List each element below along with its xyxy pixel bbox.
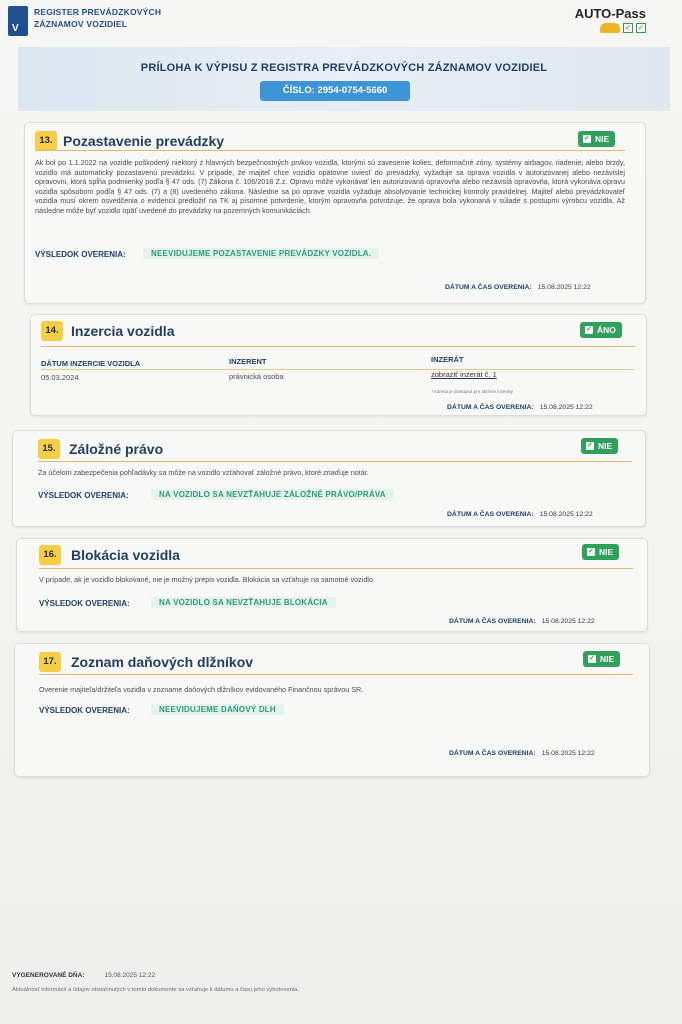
- status-badge: ✓ NIE: [578, 131, 615, 147]
- divider: [38, 461, 632, 462]
- section-title: Zoznam daňových dlžníkov: [71, 654, 254, 670]
- section-title: Záložné právo: [69, 441, 164, 457]
- check-icon: ✓: [589, 655, 595, 662]
- section-description: Overenie majiteľa/držiteľa vozidla v zozname daňových dlžníkov evidovaného Finančnou správou SR.: [39, 685, 364, 694]
- result-label: VÝSLEDOK OVERENIA:: [35, 250, 126, 259]
- check-icon: ✓: [588, 548, 594, 555]
- status-badge: ✓ NIE: [582, 544, 619, 560]
- divider: [41, 369, 635, 370]
- verification-datetime: DÁTUM A ČAS OVERENIA: 15.08.2025 12:22: [449, 618, 595, 625]
- section-15-card: [12, 430, 646, 527]
- document-number: ČÍSLO: 2954-0754-5660: [260, 81, 410, 101]
- check-icon: ✓: [584, 135, 590, 142]
- column-header-advertiser: INZERENT: [229, 357, 267, 366]
- result-value: NA VOZIDLO SA NEVZŤAHUJE BLOKÁCIA: [151, 597, 336, 608]
- result-value: NEEVIDUJEME DAŇOVÝ DLH: [151, 704, 284, 715]
- verification-datetime: DÁTUM A ČAS OVERENIA: 15.08.2025 12:22: [445, 284, 591, 291]
- section-16-card: [16, 538, 648, 632]
- section-number: 14.: [41, 321, 63, 341]
- check-icon: ✓: [586, 326, 592, 333]
- address-note: *Adresa je dostupná pre aktívne inzeráty: [432, 389, 514, 394]
- section-14-card: [30, 314, 647, 416]
- divider: [39, 674, 633, 675]
- section-description: Za účelom zabezpečenia pohľadávky sa môže na vozidlo vzťahovať záložné právo, ktoré zriaďuje notár.: [38, 468, 369, 477]
- verification-datetime: DÁTUM A ČAS OVERENIA: 15.08.2025 12:22: [447, 511, 593, 518]
- verification-datetime: DÁTUM A ČAS OVERENIA: 15.08.2025 12:22: [447, 404, 593, 411]
- checkbox-icon: ✓: [637, 23, 645, 32]
- car-icon: [600, 23, 620, 33]
- logo-line-2: ZÁZNAMOV VOZIDIEL: [34, 19, 128, 29]
- title-banner: [18, 47, 670, 111]
- listing-date: 05.03.2024: [41, 373, 79, 382]
- section-13-card: [24, 122, 646, 304]
- status-badge: ✓ ÁNO: [580, 322, 622, 338]
- register-logo-icon: [8, 6, 28, 36]
- advertiser-type: právnická osoba: [229, 372, 284, 381]
- status-badge: ✓ NIE: [581, 438, 618, 454]
- section-number: 17.: [39, 652, 61, 672]
- verification-datetime: DÁTUM A ČAS OVERENIA: 15.08.2025 12:22: [449, 750, 595, 757]
- divider: [39, 568, 633, 569]
- document-title: PRÍLOHA K VÝPISU Z REGISTRA PREVÁDZKOVÝCH ZÁZNAMOV VOZIDIEL: [140, 62, 548, 74]
- register-logo: [8, 6, 161, 36]
- divider: [35, 150, 625, 151]
- result-label: VÝSLEDOK OVERENIA:: [38, 491, 129, 500]
- result-value: NEEVIDUJEME POZASTAVENIE PREVÁDZKY VOZIDLA.: [143, 248, 379, 259]
- status-badge: ✓ NIE: [583, 651, 620, 667]
- section-17-card: [14, 643, 650, 777]
- result-label: VÝSLEDOK OVERENIA:: [39, 599, 130, 608]
- checkbox-icon: ✓: [624, 23, 632, 32]
- section-title: Blokácia vozidla: [71, 547, 180, 563]
- section-number: 16.: [39, 545, 61, 565]
- autopass-brand: AUTO-Pass: [574, 6, 646, 21]
- column-header-listing: INZERÁT: [431, 355, 464, 364]
- section-description: V prípade, ak je vozidlo blokované, nie je možný prepis vozidla. Blokácia sa vzťahuje na samotné vozidlo.: [39, 575, 375, 584]
- generated-date: VYGENEROVANÉ DŇA: 15.08.2025 12:22: [12, 972, 156, 979]
- section-description: Ak bol po 1.1.2022 na vozidle poškodený niektorý z hlavných bezpečnostných prvkov vozidla, ktorými sú zavesenie kolies, deformačné zóny, systémy airbagov, riadenie, alebo brzdy, vozidlo má automaticky pozastavenú prevádzku. V prípade, že majiteľ chce vozidlo opätovne uviesť do prevádzky, vyžaduje sa oprava vozidla v autorizovanej alebo nezávislej opravovni, ktorá spĺňa podmienky podľa § 47 ods. (7) Zákona č. 106/2018 Z.z. Opravu môže vykonávať len autorizovaná opravovňa alebo nezávislá opravovňa, ktorá vykonáva opravu vozidla spôsobom podľa § 47 ods. (7) a (8) uvedeného zákona. Následne sa po oprave vozidla vyžaduje absolvovanie technickej kontroly pravidelnej. Majiteľ alebo prevádzkovateľ vozidla musí okrem osvedčenia o evidencii predložiť na TK aj písomné potvrdenie, ktorým opravovňa potvrdzuje, že oprava bola vykonaná v súlade s postupmi výrobcu vozidla. Až následne môže byť vozidlo opäť uvedené do prevádzky na pozemných komunikáciách.: [35, 158, 625, 215]
- section-title: Pozastavenie prevádzky: [63, 133, 225, 149]
- footer-note: Aktuálnosť informácií a údajov obsiahnutých v tomto dokumente sa vzťahuje k dátumu a času jeho vyhotovenia.: [12, 987, 299, 993]
- autopass-logo: [575, 6, 646, 33]
- column-header-date: DÁTUM INZERCIE VOZIDLA: [41, 359, 141, 368]
- check-icon: ✓: [587, 442, 593, 449]
- section-number: 13.: [35, 131, 57, 151]
- result-value: NA VOZIDLO SA NEVZŤAHUJE ZÁLOŽNÉ PRÁVO/PRÁVA: [151, 489, 394, 500]
- logo-line-1: REGISTER PREVÁDZKOVÝCH: [34, 7, 162, 17]
- result-label: VÝSLEDOK OVERENIA:: [39, 706, 130, 715]
- view-listing-link[interactable]: zobraziť inzerát č. 1: [431, 370, 497, 379]
- divider: [41, 346, 635, 347]
- section-title: Inzercia vozidla: [71, 323, 175, 339]
- section-number: 15.: [38, 439, 60, 459]
